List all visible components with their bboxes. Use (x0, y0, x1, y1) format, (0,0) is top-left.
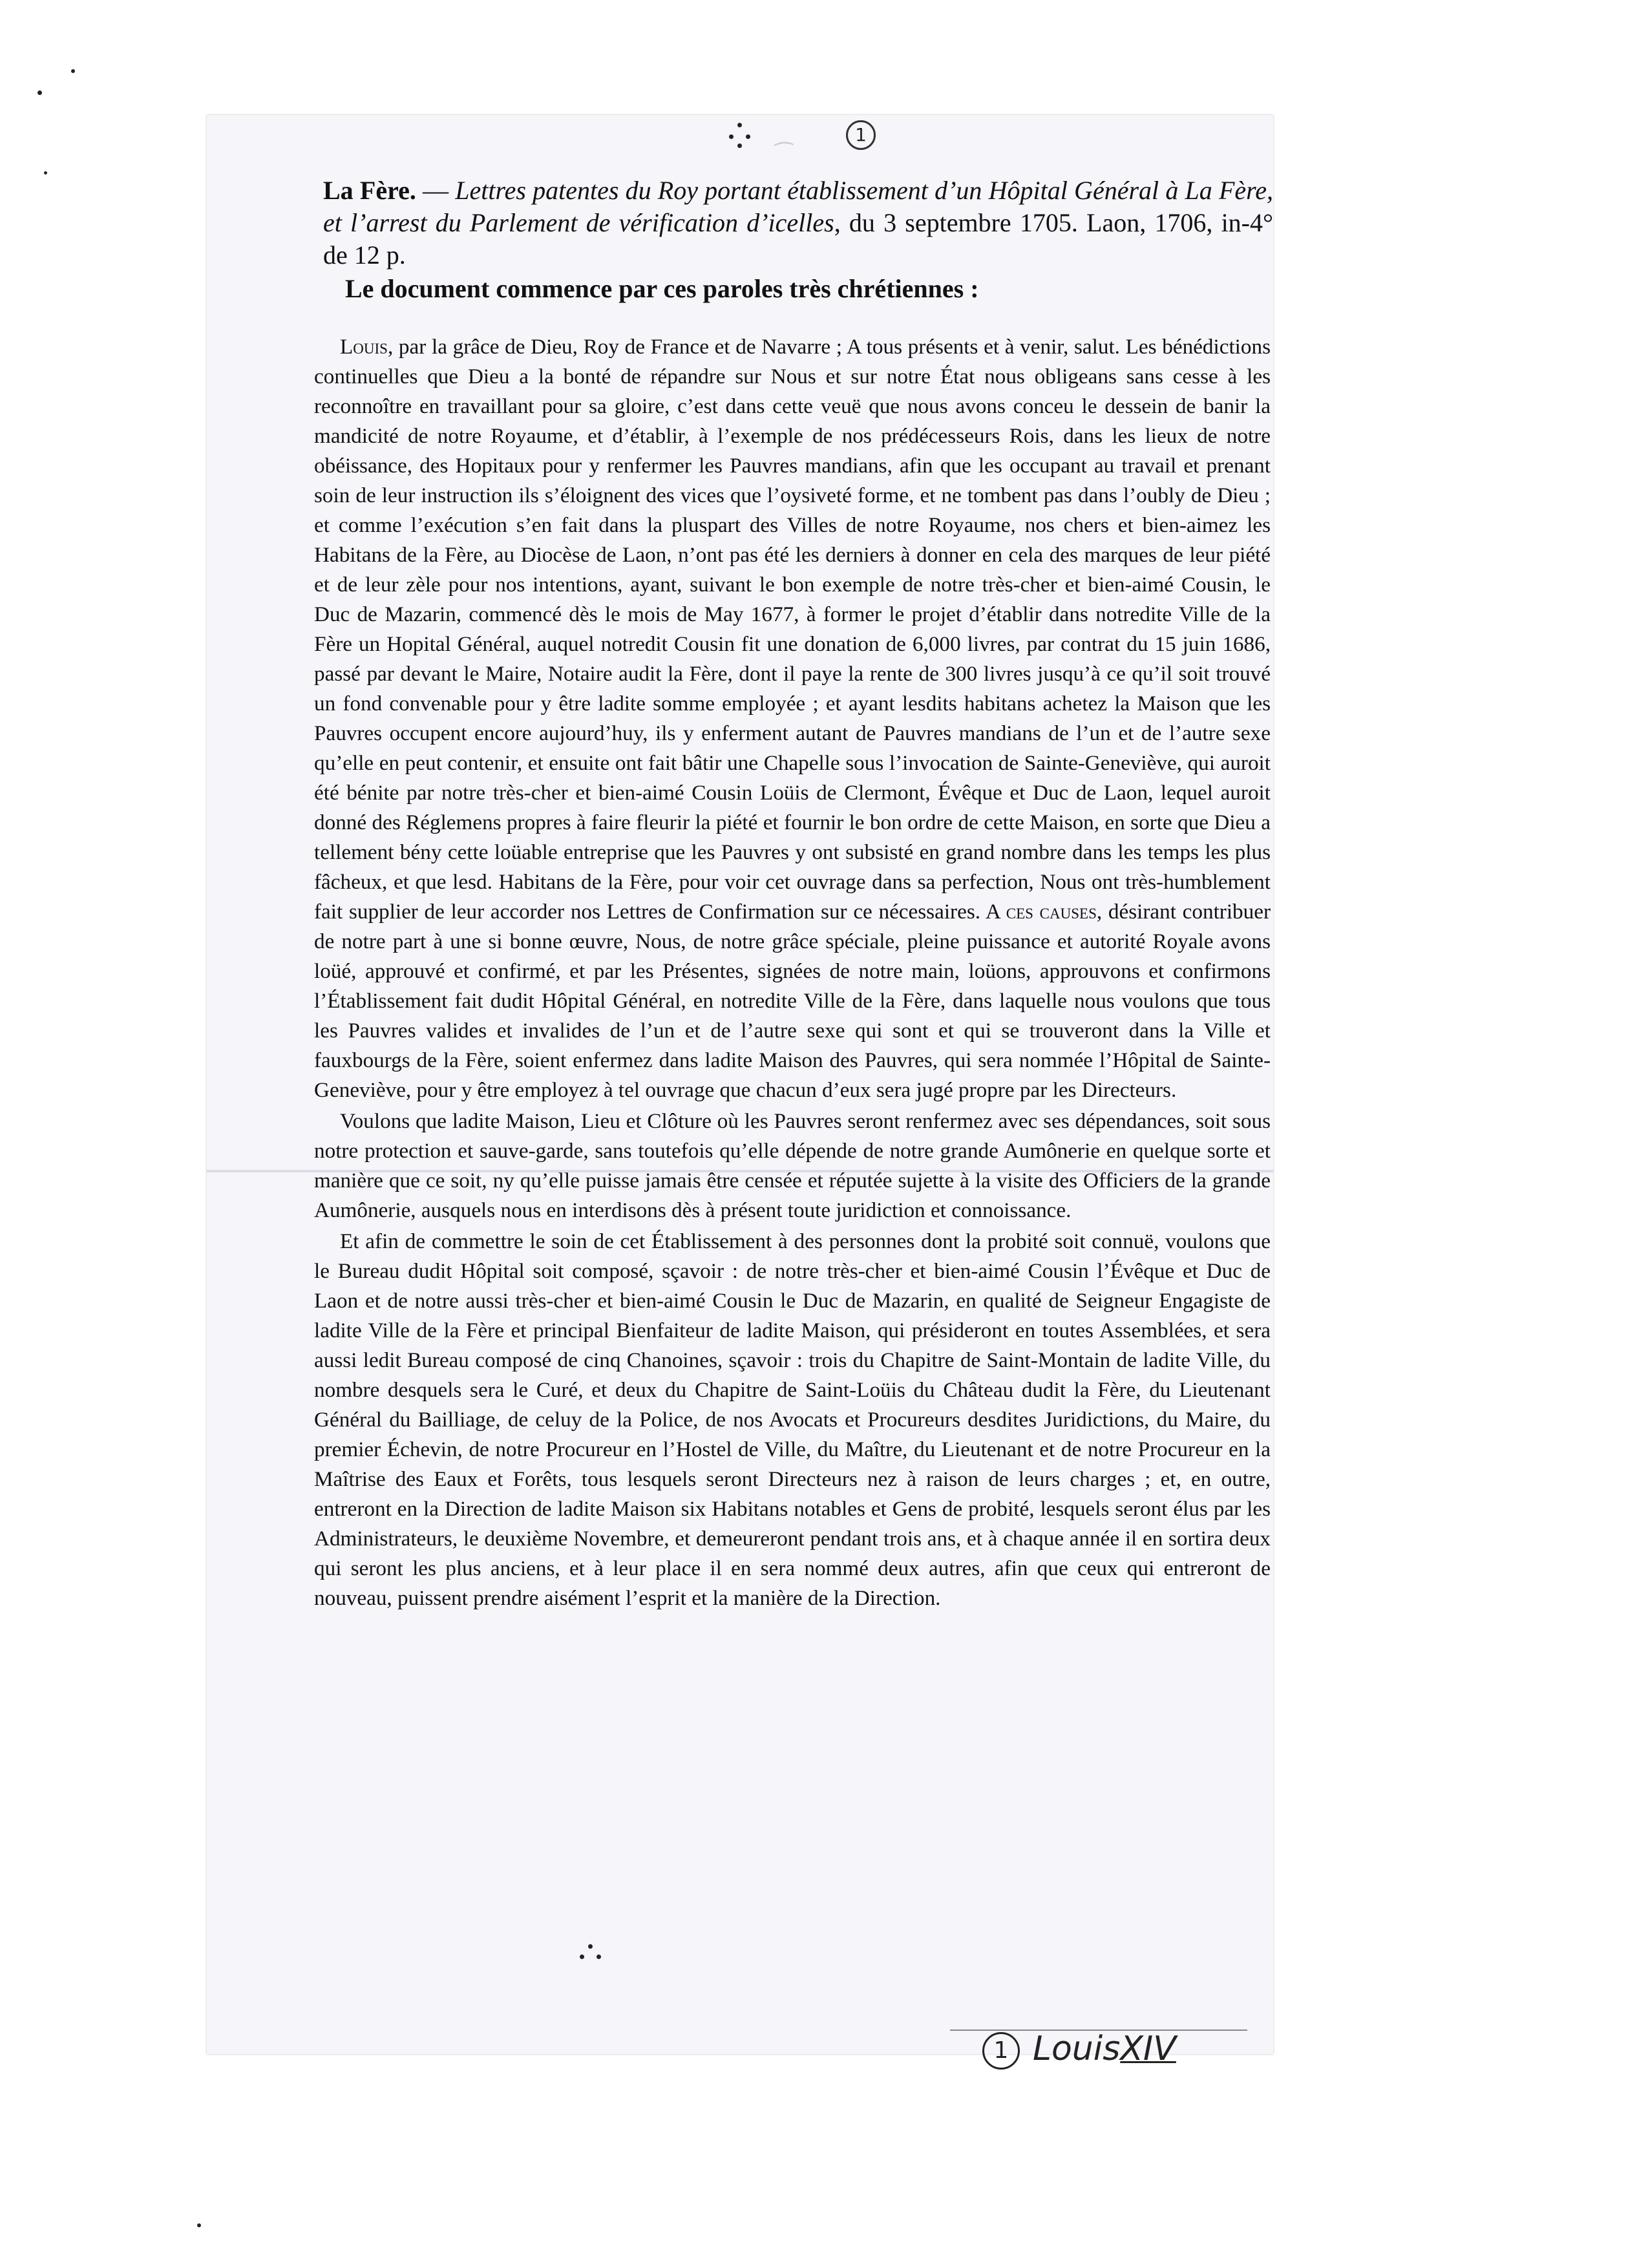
paragraph-1-lead: Louis (340, 335, 388, 359)
handwritten-annotation (982, 2030, 1176, 2070)
document-body (314, 332, 1271, 1615)
bottom-fleuron-ornament (575, 1944, 607, 1970)
paragraph-3: Et afin de commettre le soin de cet Établissement à des personnes dont la probité soit connuë, voulons que le Bureau dudit Hôpital soit composé, sçavoir : de notre très-cher et bien-aimé Cousin l’Évêque et Duc de Laon et de notre aussi très-cher et bien-aimé Cousin le Duc de Mazarin, en qualité de Seigneur Engagiste de ladite Ville de la Fère et principal Bienfaiteur de ladite Maison, qui présideront en toutes Assemblées, et sera aussi ledit Bureau composé de cinq Chanoines, sçavoir : trois du Chapitre de Saint-Montain de ladite Ville, du nombre desquels sera le Curé, et deux du Chapitre de Saint-Loüis du Château dudit la Fère, du Lieutenant Général du Bailliage, de celuy de la Police, de nos Avocats et Procureurs desdites Juridictions, du Maire, du premier Échevin, de notre Procureur en l’Hostel de Ville, du Maître, du Lieutenant et de notre Procureur en la Maîtrise des Eaux et Forêts, tous lesquels seront Directeurs nez à raison de leurs charges ; et, en outre, entreront en la Direction de ladite Maison six Habitans notables et Gens de probité, lesquels seront élus par les Administrateurs, le deuxième Novembre, et demeureront pendant trois ans, et à chaque année il en sortira deux qui seront les plus anciens, et à leur place il en sera nommé deux autres, afin que ceux qui entreront de nouveau, puissent prendre aisément l’esprit et la manière de la Direction. (314, 1229, 1271, 1610)
scan-speck (197, 2223, 201, 2227)
header-intro: Le document commence par ces paroles très chrétiennes : (345, 274, 979, 303)
scan-speck (44, 171, 47, 175)
header-place: La Fère. (323, 176, 416, 205)
annotation-name: Louis (1033, 2030, 1121, 2068)
circled-number: 1 (982, 2032, 1020, 2070)
scan-speck (37, 90, 42, 95)
circled-number-mark (846, 120, 876, 150)
circled-number-text: 1 (855, 124, 867, 145)
top-fleuron-ornament (724, 123, 756, 149)
paragraph-1-text: , par la grâce de Dieu, Roy de France et de Navarre ; A tous présents et à venir, salut. Les bénédictions continuelles que Dieu a la bonté de répandre sur Nous et sur notre État nous obligeans sans cesse à les reconnoître en travaillant pour sa gloire, c’est dans cette veuë que nous avons conceu le dessein de banir la mandicité de notre Royaume, et d’établir, à l’exemple de nos prédécesseurs Rois, dans les lieux de notre obéissance, des Hopitaux pour y renfermer les Pauvres mandians, afin que les occupant au travail et prenant soin de leur instruction ils s’éloignent des vices que l’oysiveté forme, et ne tombent pas dans l’oubly de Dieu ; et comme l’exécution s’en fait dans la pluspart des Villes de notre Royaume, nos chers et bien-aimez les Habitans de la Fère, au Diocèse de Laon, n’ont pas été les derniers à donner en cela des marques de leur piété et de leur zèle pour nos intentions, ayant, suivant le bon exemple de notre très-cher et bien-aimé Cousin, le Duc de Mazarin, commencé dès le mois de May 1677, à former le projet d’établir dans notredite Ville de la Fère un Hopital Général, auquel notredit Cousin fit une donation de 6,000 livres, par contrat du 15 juin 1686, passé par devant le Maire, Notaire audit la Fère, dont il paye la rente de 300 livres jusqu’à ce qu’il soit trouvé un fond convenable pour y être ladite somme employée ; et ayant lesdits habitans achetez la Maison que les Pauvres occupent encore aujourd’huy, ils y enferment autant de Pauvres mandians de l’un et de l’autre sexe qu’elle en peut contenir, et ensuite ont fait bâtir une Chapelle sous l’invocation de Sainte-Geneviève, qui auroit été bénite par notre très-cher et bien-aimé Cousin Loüis de Clermont, Évêque et Duc de Laon, lequel auroit donné des Réglemens propres à faire fleurir la piété et fournir le bon ordre de cette Maison, en sorte que Dieu a tellement bény cette loüable entreprise que les Pauvres y ont subsisté en grand nombre dans les temps les plus fâcheux, et que lesd. Habitans de la Fère, pour voir cet ouvrage dans sa perfection, Nous ont très-humblement fait supplier de leur accorder nos Lettres de Confirmation sur ce nécessaires. A (314, 335, 1271, 924)
paragraph-2: Voulons que ladite Maison, Lieu et Clôture où les Pauvres seront renfermez avec ses dépendances, soit sous notre protection et sauve-garde, sans toutefois qu’elle dépende de notre grande Aumônerie en quelque sorte et manière que ce soit, ny qu’elle puisse jamais être censée et réputée sujette à la visite des Officiers de la grande Aumônerie, ausquels nous en interdisons dès à présent toute juridiction et connoissance. (314, 1109, 1271, 1222)
header-title: Lettres patentes du Roy portant établissement d’un Hôpital Général à La Fère, et l’arrest du Parlement de vérification d’icelles (323, 176, 1273, 237)
paragraph-1 (314, 332, 1271, 1105)
faint-handwritten-note: ⁀ (774, 142, 794, 169)
paragraph-1-caps: ces causes (1006, 900, 1097, 924)
scan-speck (71, 69, 75, 73)
document-header (323, 175, 1273, 305)
header-dash: — (416, 176, 456, 205)
paragraph-1-end: , désirant contribuer de notre part à une si bonne œuvre, Nous, de notre grâce spéciale, pleine puissance et autorité Royale avons loüé, approuvé et confirmé, et par les Présentes, signées de notre main, loüons, approuvons et confirmons l’Établissement fait dudit Hôpital Général, en notredite Ville de la Fère, dans laquelle nous voulons que tous les Pauvres valides et invalides de l’un et de l’autre sexe qui sont et qui se trouveront dans la Ville et fauxbourgs de la Fère, soient enfermez dans ladite Maison des Pauvres, qui sera nommée l’Hôpital de Sainte-Geneviève, pour y être employez à tel ouvrage que chacun d’eux sera jugé propre par les Directeurs. (314, 900, 1271, 1102)
annotation-roman-numeral: XIV (1120, 2030, 1176, 2068)
document-page (207, 115, 1273, 2054)
header-details: , du 3 septembre 1705. Laon, 1706, in-4° de 12 p. (323, 208, 1273, 270)
